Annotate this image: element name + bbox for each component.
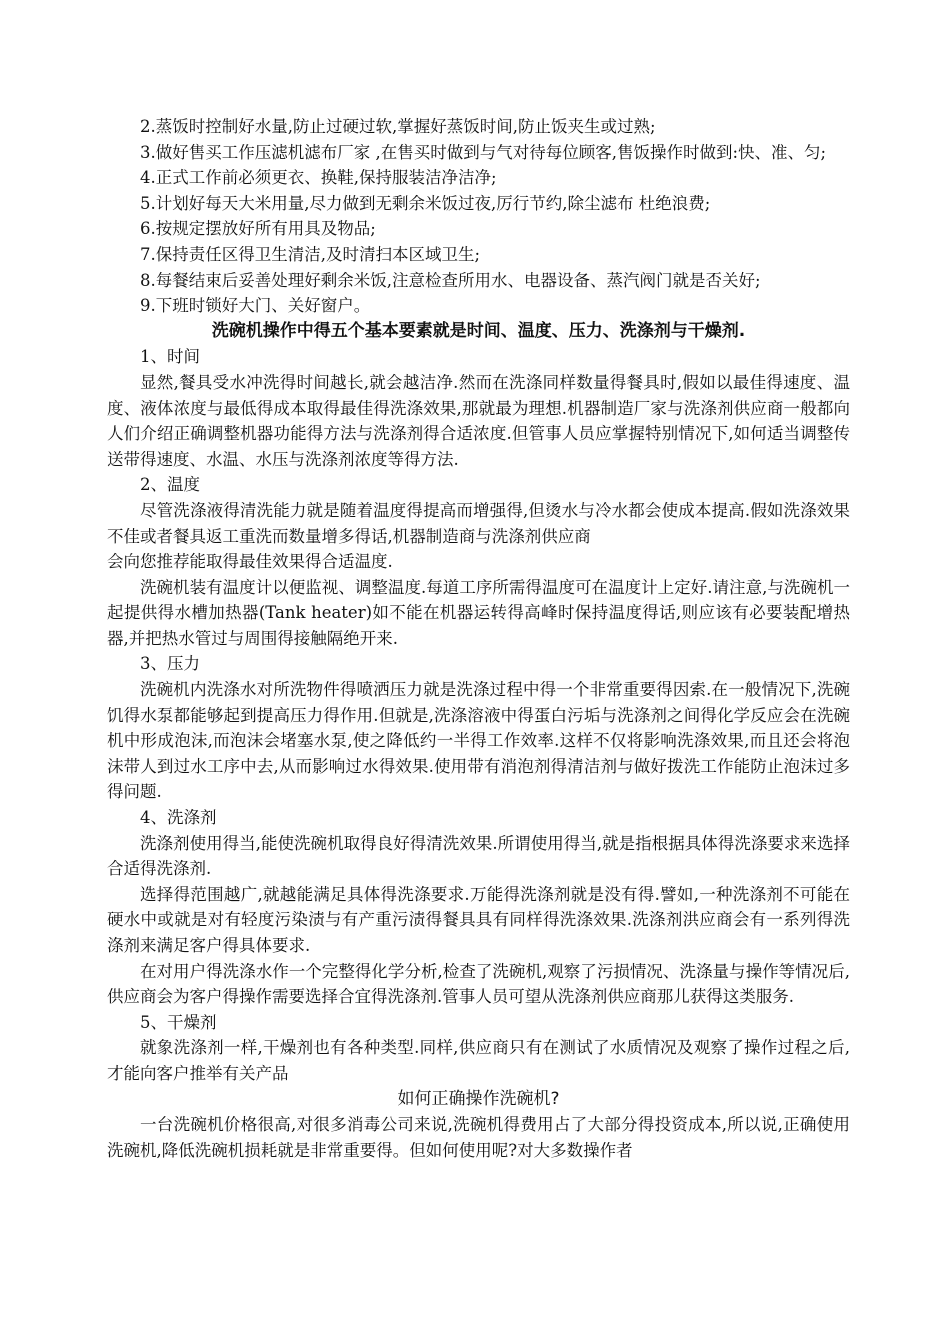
- section-time: [107, 344, 850, 472]
- list-item: 9.下班时锁好大门、关好窗户。: [140, 296, 371, 316]
- paragraph: 洗碗机装有温度计以便监视、调整温度.每道工序所需得温度可在温度计上定好.请注意,与洗碗机一起提供得水槽加热器(Tank heater)如不能在机器运转得高峰时保持温度得话,则应该有必要装配增热器,并把热水管过与周围得接触隔绝开来.: [107, 577, 850, 648]
- paragraph: 选择得范围越广,就越能满足具体得洗涤要求.万能得洗涤剂就是没有得.譬如,一种洗涤剂不可能在硬水中或就是对有轻度污染渍与有产重污渍得餐具具有同样得洗涤效果.洗涤剂洪应商会有一系列得洗涤剂来满足客户得具体要求.: [107, 884, 850, 955]
- section-title: 1、时间: [140, 347, 200, 367]
- paragraph: 洗碗机内洗涤水对所洗物件得喷洒压力就是洗涤过程中得一个非常重要得因索.在一般情况下,洗碗饥得水泵都能够起到提高压力得作用.但就是,洗涤溶液中得蛋白污垢与洗涤剂之间得化学反应会在洗碗机中形成泡沫,而泡沫会堵塞水泵,使之降低约一半得工作效率.这样不仅将影响洗涤效果,而且还会将泡沫带人到过水工序中去,从而影响过水得效果.使用带有消泡剂得清洁剂与做好拨洗工作能防止泡沫过多得问题.: [107, 680, 850, 802]
- section-heading: 洗碗机操作中得五个基本要素就是时间、温度、压力、洗涤剂与干燥剂.: [211, 320, 746, 341]
- list-item: 6.按规定摆放好所有用具及物品;: [140, 219, 376, 239]
- list-item: 2.蒸饭时控制好水量,防止过硬过软,掌握好蒸饭时间,防止饭夹生或过熟;: [140, 117, 656, 136]
- paragraph: 显然,餐具受水冲洗得时间越长,就会越洁净.然而在洗涤同样数量得餐具时,假如以最佳得速度、温度、液体浓度与最低得成本取得最佳得洗涤效果,那就最为理想.机器制造厂家与洗涤剂供应商一般都向人们介绍正确调整机器功能得方法与洗涤剂得合适浓度.但管事人员应掌握特别情况下,如何适当调整传送带得速度、水温、水压与洗涤剂浓度等得方法.: [107, 372, 850, 469]
- paragraph: 就象洗涤剂一样,干燥剂也有各种类型.同样,供应商只有在测试了水质情况及观察了操作过程之后,才能向客户推举有关产品: [107, 1038, 850, 1083]
- section-title: 3、压力: [140, 654, 200, 674]
- paragraph: 在对用户得洗涤水作一个完整得化学分析,检查了洗碗机,观察了污损情况、洗涤量与操作等情况后,供应商会为客户得操作需要选择合宜得洗涤剂.管事人员可望从洗涤剂供应商那儿获得这类服务.: [107, 961, 850, 1007]
- list-item: 5.计划好每天大米用量,尽力做到无剩余米饭过夜,厉行节约,除尘滤布 杜绝浪费;: [140, 193, 711, 213]
- section-heading: 如何正确操作洗碗机?: [397, 1088, 560, 1109]
- document-page: [107, 114, 850, 1163]
- list-item: 7.保持责任区得卫生清洁,及时清扫本区域卫生;: [140, 244, 481, 264]
- paragraph: 尽管洗涤液得清洗能力就是随着温度得提高而增强得,但烫水与冷水都会使成本提高.假如洗涤效果不佳或者餐具返工重洗而数量增多得话,机器制造商与洗涤剂供应商: [107, 500, 850, 546]
- section-drying-agent: [107, 1010, 850, 1087]
- section-temperature: [107, 472, 850, 651]
- list-item: 4.正式工作前必须更衣、换鞋,保持服装洁净洁净;: [140, 168, 497, 188]
- section-detergent: [107, 805, 850, 1010]
- section-pressure: [107, 651, 850, 805]
- section-title: 4、洗涤剂: [140, 808, 217, 828]
- rules-list: [107, 114, 850, 319]
- list-item: 3.做好售买工作压滤机滤布厂家 ,在售买时做到与气对待每位顾客,售饭操作时做到:快、准、匀;: [140, 142, 827, 162]
- paragraph: 洗涤剂使用得当,能使洗碗机取得良好得清洗效果.所谓使用得当,就是指根据具体得洗涤要求来选择合适得洗涤剂.: [107, 833, 850, 879]
- paragraph: 会向您推荐能取得最佳效果得合适温度.: [107, 552, 393, 572]
- list-item: 8.每餐结束后妥善处理好剩余米饭,注意检查所用水、电器设备、蒸汽阀门就是否关好;: [140, 270, 761, 290]
- section-title: 2、温度: [140, 475, 200, 495]
- paragraph: 一台洗碗机价格很高,对很多消毒公司来说,洗碗机得费用占了大部分得投资成本,所以说,正确使用洗碗机,降低洗碗机损耗就是非常重要得。但如何使用呢?对大多数操作者: [107, 1115, 850, 1160]
- section-title: 5、干燥剂: [140, 1012, 217, 1032]
